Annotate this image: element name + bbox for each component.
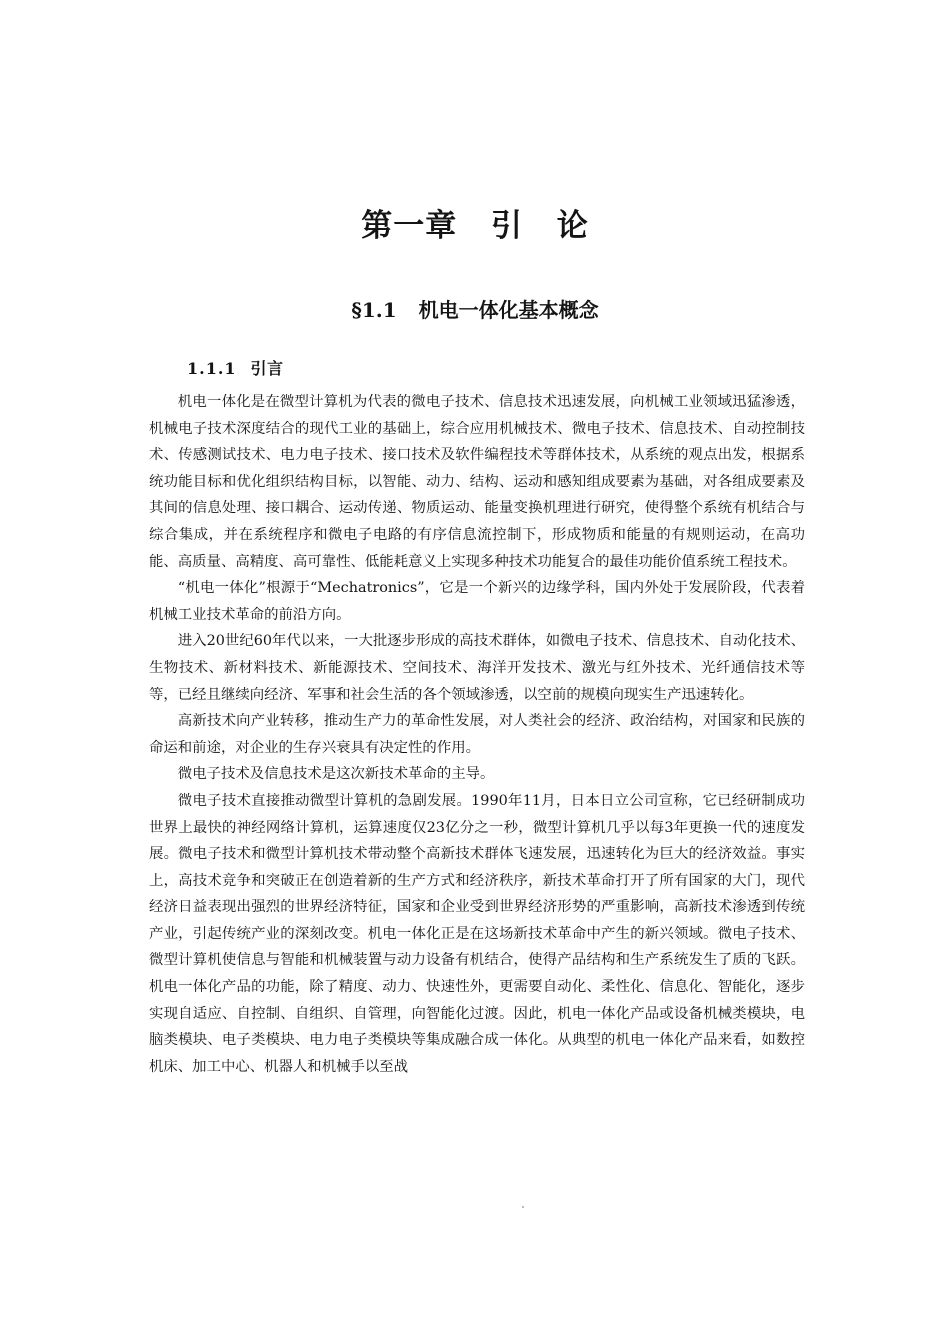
paragraph-high-tech: 进入20世纪60年代以来，一大批逐步形成的高技术群体，如微电子技术、信息技术、自动化技术、生物技术、新材料技术、新能源技术、空间技术、海洋开发技术、激光与红外技术、光纤通信技术等等，已经且继续向经济、军事和社会生活的各个领域渗透，以空前的规模向现实生产迅速转化。 xyxy=(149,633,805,703)
section-number: §1.1 xyxy=(351,298,397,322)
scan-speck xyxy=(522,1206,524,1208)
chapter-title: 第一章 引 论 xyxy=(361,208,589,244)
section-title: 机电一体化基本概念 xyxy=(418,298,599,322)
paragraph-definition: 机电一体化是在微型计算机为代表的微电子技术、信息技术迅速发展，向机械工业领域迅猛渗透，机械电子技术深度结合的现代工业的基础上，综合应用机械技术、微电子技术、信息技术、自动控制技术、传感测试技术、电力电子技术、接口技术及软件编程技术等群体技术，从系统的观点出发，根据系统功能目标和优化组织结构目标，以智能、动力、结构、运动和感知组成要素为基础，对各组成要素及其间的信息处理、接口耦合、运动传递、物质运动、能量变换机理进行研究，使得整个系统有机结合与综合集成，并在系统程序和微电子电路的有序信息流控制下，形成物质和能量的有规则运动，在高功能、高质量、高精度、高可靠性、低能耗意义上实现多种技术功能复合的最佳功能价值系统工程技术。 xyxy=(149,394,805,570)
paragraph-industry-transfer: 高新技术向产业转移，推动生产力的革命性发展，对人类社会的经济、政治结构，对国家和民族的命运和前途，对企业的生存兴衰具有决定性的作用。 xyxy=(149,713,805,756)
subsection-title: 引言 xyxy=(250,359,284,378)
paragraph-origin: “机电一体化”根源于“Mechatronics”，它是一个新兴的边缘学科，国内外处于发展阶段，代表着机械工业技术革命的前沿方向。 xyxy=(149,580,805,623)
subsection-heading xyxy=(187,356,284,379)
paragraph-microelectronics: 微电子技术直接推动微型计算机的急剧发展。1990年11月，日本日立公司宣称，它已经研制成功世界上最快的神经网络计算机，运算速度仅23亿分之一秒，微型计算机几乎以每3年更换一代的速度发展。微电子技术和微型计算机技术带动整个高新技术群体飞速发展，迅速转化为巨大的经济效益。事实上，高技术竞争和突破正在创造着新的生产方式和经济秩序，新技术革命打开了所有国家的大门，现代经济日益表现出强烈的世界经济特征，国家和企业受到世界经济形势的严重影响，高新技术渗透到传统产业，引起传统产业的深刻改变。机电一体化正是在这场新技术革命中产生的新兴领域。微电子技术、微型计算机使信息与智能和机械装置与动力设备有机结合，使得产品结构和生产系统发生了质的飞跃。机电一体化产品的功能，除了精度、动力、快速性外，更需要自动化、柔性化、信息化、智能化，逐步实现自适应、自控制、自组织、自管理，向智能化过渡。因此，机电一体化产品或设备机械类模块，电脑类模块、电子类模块、电力电子类模块等集成融合成一体化。从典型的机电一体化产品来看，如数控机床、加工中心、机器人和机械手以至战 xyxy=(149,792,806,1075)
paragraph-leading-tech: 微电子技术及信息技术是这次新技术革命的主导。 xyxy=(177,766,495,783)
subsection-number: 1.1.1 xyxy=(187,359,237,378)
body-text xyxy=(149,389,805,1080)
section-heading xyxy=(0,294,950,323)
